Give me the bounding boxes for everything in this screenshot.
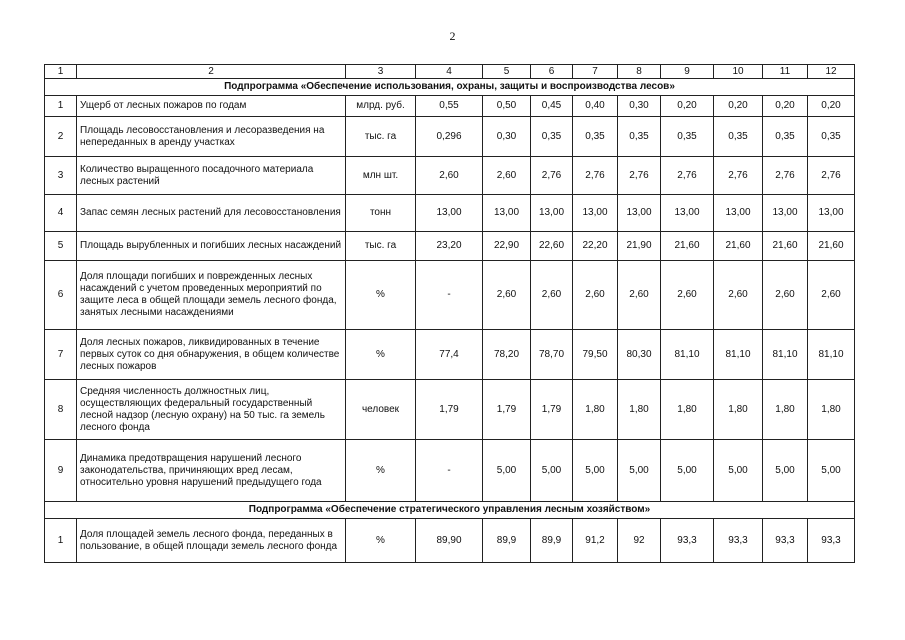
value-cell: 1,79	[531, 380, 573, 440]
value-cell: 0,35	[573, 117, 618, 157]
indicators-table	[44, 64, 855, 563]
value-cell: 1,80	[763, 380, 808, 440]
value-cell: 81,10	[661, 330, 714, 380]
value-cell: 2,76	[573, 157, 618, 195]
value-cell: 93,3	[808, 519, 855, 563]
value-cell: 13,00	[661, 195, 714, 232]
value-cell: 2,60	[661, 261, 714, 330]
value-cell: 5,00	[763, 440, 808, 502]
subprogram-header-row	[45, 502, 855, 519]
value-cell: 81,10	[808, 330, 855, 380]
indicator-name: Доля площадей земель лесного фонда, переданных в пользование, в общей площади земель лесного фонда	[77, 519, 346, 563]
value-cell: 13,00	[483, 195, 531, 232]
value-cell: 21,60	[763, 232, 808, 261]
indicator-name: Доля площади погибших и поврежденных лесных насаждений с учетом проведенных мероприятий по защите леса в общей площади земель лесного фонда, занятых лесными насаждениями	[77, 261, 346, 330]
value-cell: 0,35	[531, 117, 573, 157]
value-cell: 5,00	[483, 440, 531, 502]
column-number-row	[45, 65, 855, 79]
value-cell: 81,10	[763, 330, 808, 380]
value-cell: 2,76	[618, 157, 661, 195]
value-cell: 13,00	[531, 195, 573, 232]
page-number: 2	[449, 29, 456, 43]
value-cell: 0,30	[483, 117, 531, 157]
value-cell: 2,76	[531, 157, 573, 195]
indicator-row	[45, 380, 855, 440]
value-cell: 13,00	[618, 195, 661, 232]
indicator-row	[45, 232, 855, 261]
unit: %	[346, 330, 416, 380]
indicator-row	[45, 195, 855, 232]
value-cell: 0,20	[763, 96, 808, 117]
value-cell: 0,35	[618, 117, 661, 157]
value-cell: 2,60	[573, 261, 618, 330]
subprogram-title: Подпрограмма «Обеспечение использования, охраны, защиты и воспроизводства лесов»	[45, 79, 855, 96]
row-number: 9	[45, 440, 77, 502]
value-cell: 23,20	[416, 232, 483, 261]
row-number: 1	[45, 96, 77, 117]
value-cell: 2,76	[661, 157, 714, 195]
value-cell: 93,3	[661, 519, 714, 563]
unit: человек	[346, 380, 416, 440]
value-cell: 13,00	[416, 195, 483, 232]
unit: тонн	[346, 195, 416, 232]
unit: %	[346, 261, 416, 330]
column-header: 10	[714, 65, 763, 79]
column-header: 2	[77, 65, 346, 79]
indicator-name: Средняя численность должностных лиц, осуществляющих федеральный государственный лесной надзор (лесную охрану) на 50 тыс. га земель лесного фонда	[77, 380, 346, 440]
indicator-name: Динамика предотвращения нарушений лесного законодательства, причиняющих вред лесам, относительно уровня нарушений предыдущего года	[77, 440, 346, 502]
value-cell: 21,90	[618, 232, 661, 261]
value-cell: 2,60	[618, 261, 661, 330]
value-cell: 92	[618, 519, 661, 563]
value-cell: 81,10	[714, 330, 763, 380]
value-cell: 2,60	[763, 261, 808, 330]
value-cell: 2,76	[808, 157, 855, 195]
unit: млрд. руб.	[346, 96, 416, 117]
value-cell: 78,20	[483, 330, 531, 380]
value-cell: 21,60	[661, 232, 714, 261]
value-cell: 1,79	[483, 380, 531, 440]
value-cell: 80,30	[618, 330, 661, 380]
column-header: 1	[45, 65, 77, 79]
value-cell: 22,60	[531, 232, 573, 261]
value-cell: 91,2	[573, 519, 618, 563]
value-cell: 0,35	[661, 117, 714, 157]
subprogram-title: Подпрограмма «Обеспечение стратегического управления лесным хозяйством»	[45, 502, 855, 519]
value-cell: 89,90	[416, 519, 483, 563]
value-cell: 89,9	[483, 519, 531, 563]
value-cell: 21,60	[808, 232, 855, 261]
value-cell: 1,80	[618, 380, 661, 440]
value-cell: 0,45	[531, 96, 573, 117]
value-cell: 5,00	[618, 440, 661, 502]
column-header: 5	[483, 65, 531, 79]
value-cell: 5,00	[808, 440, 855, 502]
row-number: 5	[45, 232, 77, 261]
value-cell: 13,00	[808, 195, 855, 232]
value-cell: 0,20	[714, 96, 763, 117]
value-cell: 0,40	[573, 96, 618, 117]
indicator-name: Количество выращенного посадочного материала лесных растений	[77, 157, 346, 195]
value-cell: 1,80	[714, 380, 763, 440]
value-cell: 0,50	[483, 96, 531, 117]
value-cell: 22,20	[573, 232, 618, 261]
indicator-row	[45, 261, 855, 330]
value-cell: 2,60	[416, 157, 483, 195]
indicator-row	[45, 117, 855, 157]
value-cell: -	[416, 440, 483, 502]
column-header: 9	[661, 65, 714, 79]
indicator-row	[45, 440, 855, 502]
row-number: 2	[45, 117, 77, 157]
value-cell: 2,60	[483, 157, 531, 195]
row-number: 8	[45, 380, 77, 440]
indicator-row	[45, 519, 855, 563]
value-cell: 1,80	[808, 380, 855, 440]
column-header: 3	[346, 65, 416, 79]
value-cell: 93,3	[763, 519, 808, 563]
value-cell: 2,60	[483, 261, 531, 330]
value-cell: 1,80	[661, 380, 714, 440]
value-cell: 89,9	[531, 519, 573, 563]
unit: %	[346, 519, 416, 563]
indicator-name: Площадь лесовосстановления и лесоразведения на непереданных в аренду участках	[77, 117, 346, 157]
value-cell: 21,60	[714, 232, 763, 261]
value-cell: 0,296	[416, 117, 483, 157]
unit: %	[346, 440, 416, 502]
column-header: 12	[808, 65, 855, 79]
value-cell: -	[416, 261, 483, 330]
column-header: 8	[618, 65, 661, 79]
value-cell: 2,60	[714, 261, 763, 330]
value-cell: 2,60	[531, 261, 573, 330]
row-number: 3	[45, 157, 77, 195]
value-cell: 2,76	[714, 157, 763, 195]
value-cell: 1,80	[573, 380, 618, 440]
row-number: 7	[45, 330, 77, 380]
indicator-name: Запас семян лесных растений для лесовосстановления	[77, 195, 346, 232]
value-cell: 13,00	[573, 195, 618, 232]
value-cell: 5,00	[531, 440, 573, 502]
indicator-name: Площадь вырубленных и погибших лесных насаждений	[77, 232, 346, 261]
value-cell: 0,35	[763, 117, 808, 157]
value-cell: 2,60	[808, 261, 855, 330]
column-header: 6	[531, 65, 573, 79]
value-cell: 2,76	[763, 157, 808, 195]
indicator-row	[45, 96, 855, 117]
unit: тыс. га	[346, 117, 416, 157]
value-cell: 0,35	[714, 117, 763, 157]
indicator-row	[45, 330, 855, 380]
value-cell: 77,4	[416, 330, 483, 380]
value-cell: 0,55	[416, 96, 483, 117]
value-cell: 13,00	[714, 195, 763, 232]
value-cell: 5,00	[573, 440, 618, 502]
value-cell: 0,35	[808, 117, 855, 157]
value-cell: 0,20	[808, 96, 855, 117]
column-header: 4	[416, 65, 483, 79]
indicator-row	[45, 157, 855, 195]
value-cell: 13,00	[763, 195, 808, 232]
column-header: 7	[573, 65, 618, 79]
row-number: 1	[45, 519, 77, 563]
row-number: 6	[45, 261, 77, 330]
value-cell: 78,70	[531, 330, 573, 380]
indicator-name: Доля лесных пожаров, ликвидированных в течение первых суток со дня обнаружения, в общем количестве лесных пожаров	[77, 330, 346, 380]
value-cell: 0,30	[618, 96, 661, 117]
value-cell: 1,79	[416, 380, 483, 440]
value-cell: 0,20	[661, 96, 714, 117]
subprogram-header-row	[45, 79, 855, 96]
unit: млн шт.	[346, 157, 416, 195]
column-header: 11	[763, 65, 808, 79]
value-cell: 22,90	[483, 232, 531, 261]
value-cell: 93,3	[714, 519, 763, 563]
row-number: 4	[45, 195, 77, 232]
value-cell: 79,50	[573, 330, 618, 380]
value-cell: 5,00	[714, 440, 763, 502]
unit: тыс. га	[346, 232, 416, 261]
value-cell: 5,00	[661, 440, 714, 502]
indicator-name: Ущерб от лесных пожаров по годам	[77, 96, 346, 117]
